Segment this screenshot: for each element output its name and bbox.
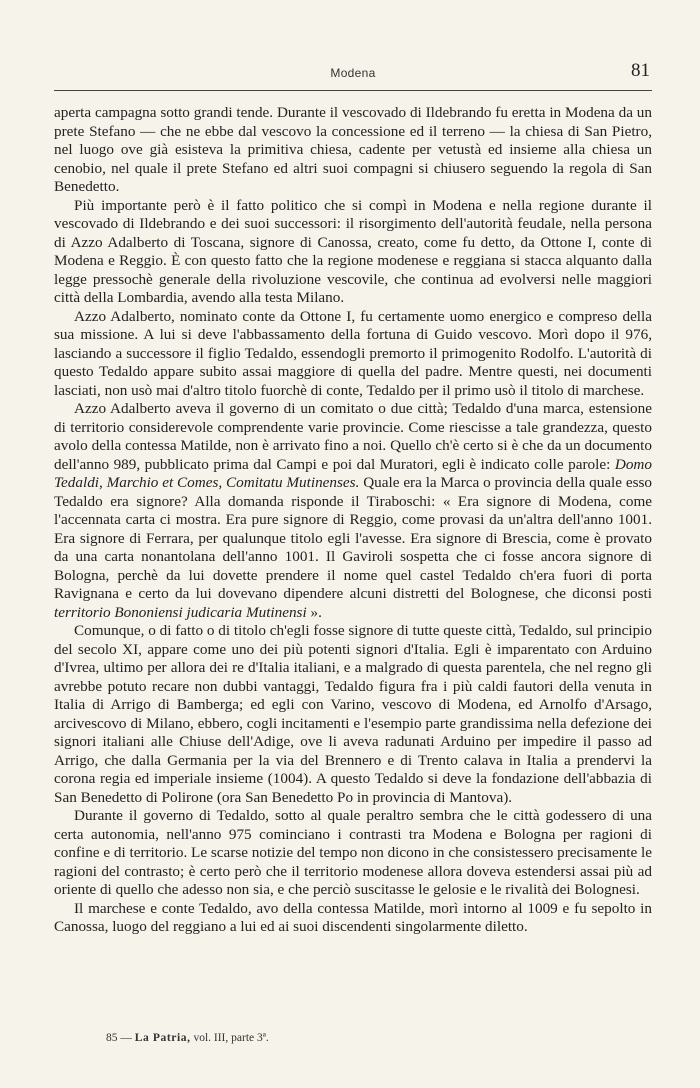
footer-signature-line (106, 1032, 269, 1044)
paragraph-4 (54, 400, 652, 622)
paragraph-5: Comunque, o di fatto o di titolo ch'egli fosse signore di tutte queste città, Tedaldo, sul principio del secolo XI, appare come uno dei più potenti signori d'Italia. Egli è imparentato con Arduino d'Ivrea, ultimo per allora dei re d'Italia italiani, e a malgrado di questa parentela, che nel regno gli avrebbe potuto recare non dubbi vantaggi, Tedaldo figura fra i più caldi fautori della venuta in Italia di Arrigo di Bamberga; ed egli con Varino, vescovo di Modena, ed Arnolfo d'Arsago, arcivescovo di Milano, ebbero, cogli incitamenti e l'esempio parte grandissima nella defezione dei signori italiani alle Chiuse dell'Adige, ove li aveva radunati Arduino per impedire il passo ad Arrigo, che dalla Germania per la via del Brennero e di Trento calava in Italia a prendervi la corona regia ed imperiale insieme (1004). A questo Tedaldo si deve la fondazione dell'abbazia di San Benedetto di Polirone (ora San Benedetto Po in provincia di Mantova). (54, 622, 652, 806)
paragraph-3: Azzo Adalberto, nominato conte da Ottone I, fu certamente uomo energico e compreso della sua missione. A lui si deve l'abbassamento della fortuna di Guido vescovo. Morì dopo il 976, lasciando a successore il figlio Tedaldo, essendogli premorto il primogenito Rodolfo. L'autorità di questo Tedaldo appare subito assai maggiore di quella del padre. Mentre questi, nei documenti lasciati, non usò mai d'altro titolo fuorchè di conte, Tedaldo per il primo usò il titolo di marchese. (54, 307, 652, 399)
paragraph-6: Durante il governo di Tedaldo, sotto al quale peraltro sembra che le città godessero di una certa autonomia, nell'anno 975 cominciano i contrasti tra Modena e Bologna per ragioni di confine e di territorio. Le scarse notizie del tempo non dicono in che consistessero precisamente le ragioni del contrasto; è certo però che il territorio modenese allora doveva estendersi assai più ad oriente di quello che adesso non sia, e che perciò suscitasse le gelosie e le rivalità dei Bolognesi. (54, 807, 653, 898)
latin-quote-domo-tedaldi: Domo Tedaldi, Marchio et Comes, Comitatu Mutinenses. (54, 455, 652, 491)
paragraph-2: Più importante però è il fatto politico che si compì in Modena e nella regione durante il vescovado di Ildebrando e dei suoi successori: il risorgimento dell'autorità feudale, nella persona di Azzo Adalberto di Toscana, signore di Canossa, creato, come fu detto, da Ottone I, conte di Modena e Reggio. È con questo fatto che la regione modenese e reggiana si stacca alquanto dalla legge pressochè generale della rivoluzione vescovile, che continua ad evolversi nelle maggiori città della Lombardia, avendo alla testa Milano. (54, 196, 652, 306)
running-title: Modena (330, 66, 376, 80)
paragraph-4-text-e: ». (306, 603, 322, 621)
book-page (54, 0, 652, 1088)
journal-title: La Patria, (134, 1032, 191, 1044)
paragraph-1: aperta campagna sotto grandi tende. Durante il vescovado di Ildebrando fu eretta in Modena da un prete Stefano — che ne ebbe dal vescovo la concessione ed il terreno — la chiesa di San Pietro, nel luogo ove già esisteva la primitiva chiesa, cadente per vetustà ed insieme alla chiesa un cenobio, nel quale il prete Stefano ed altri suoi compagni si chiusero seguendo la regola di San Benedetto. (54, 104, 652, 195)
latin-quote-territorio: territorio Bononiensi judicaria Mutinensi (54, 603, 307, 621)
body-text (54, 104, 652, 937)
paragraph-4-text-c: Quale era la Marca o provincia della quale esso Tedaldo era signore? Alla domanda risponde il Tiraboschi: « Era signore di Modena, come l'accennata carta ci mostra. Era pure signore di Reggio, come provasi da un'altra dell'anno 1001. Era signore di Ferrara, per qualunque titolo egli l'avesse. Era signore di Brescia, come è provato da una carta nonantolana dell'anno 1001. Il Gaviroli sospetta che ci fosse ancora signore di Bologna, perchè da lui dovette prendere il nome quel castel Tedaldo ch'era fuori di porta Ravignana e certo da lui dovevano dipendere alcuni distretti del Bolognese, che diconsi posti (54, 474, 652, 602)
running-head (54, 54, 652, 91)
page-number: 81 (631, 60, 650, 81)
paragraph-7: Il marchese e conte Tedaldo, avo della contessa Matilde, morì intorno al 1009 e fu sepolto in Canossa, luogo del reggiano a lui ed ai suoi discendenti singolarmente diletto. (54, 899, 652, 935)
volume-info: vol. III, parte 3ª. (193, 1032, 269, 1044)
signature-mark: 85 — (106, 1032, 132, 1044)
paragraph-4-text-a: Azzo Adalberto aveva il governo di un comitato o due città; Tedaldo d'una marca, estensione di territorio considerevole comprendente varie provincie. Come riescisse a tale grandezza, questo avolo della contessa Matilde, non è arrivato fino a noi. Quello ch'è certo si è che da un documento dell'anno 989, pubblicato prima dal Campi e poi dal Muratori, egli è indicato colle parole: (54, 400, 652, 473)
